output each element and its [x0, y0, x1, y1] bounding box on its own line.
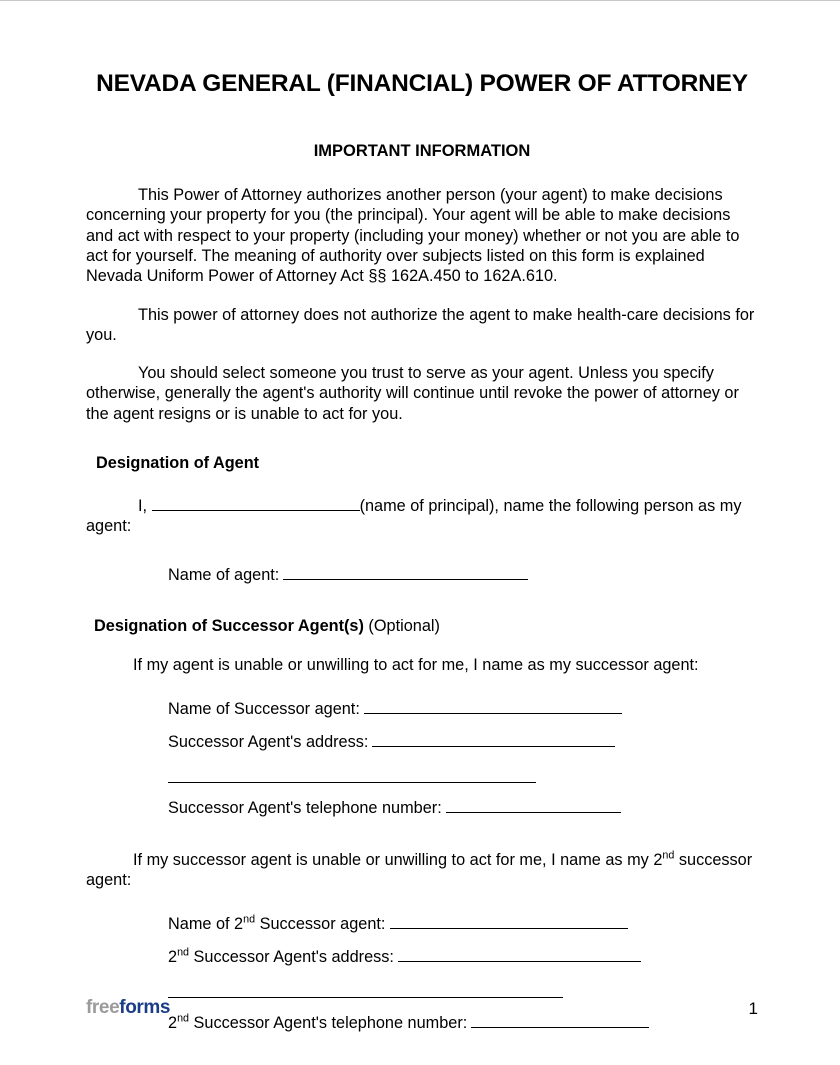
intro-paragraph-3: You should select someone you trust to serve as your agent. Unless you specify otherwise, generally the agent's authority will continue until revoke the power of attorney or the agent resigns or is unable to act for you. — [86, 364, 739, 423]
second-successor-name-row — [86, 890, 758, 934]
heading-designation-of-successor-agents — [86, 585, 758, 636]
second-successor-phone-label-after: Successor Agent's telephone number: — [189, 1014, 468, 1033]
second-successor-address-label-before: 2 — [168, 948, 178, 967]
second-successor-intro-before: If my successor agent is unable or unwilling to act for me, I name as my 2 — [133, 850, 663, 869]
document-content — [86, 1, 758, 1033]
successor-heading-main: Designation of Successor Agent(s) — [94, 616, 364, 635]
intro-paragraph-1: This Power of Attorney authorizes another person (your agent) to make decisions concerning your property for you (the principal). Your agent will be able to make decisions and act with respect to your property (including your money) whether or not you are able to act for yourself. The meaning of authority over subjects listed on this form is explained Nevada Uniform Power of Attorney Act §§ 162A.450 to 162A.610. — [86, 186, 740, 286]
second-successor-address-line2-field[interactable] — [168, 978, 563, 998]
second-successor-phone-label-sup: nd — [177, 1012, 190, 1025]
freeforms-logo[interactable] — [86, 997, 170, 1019]
second-successor-name-field[interactable] — [390, 910, 628, 929]
second-successor-address-field[interactable] — [398, 943, 641, 962]
successor-phone-field[interactable] — [446, 794, 621, 813]
section-subtitle: IMPORTANT INFORMATION — [313, 141, 531, 160]
second-successor-intro-after: successor agent: — [86, 850, 753, 890]
successor-name-row — [86, 676, 758, 719]
principal-prefix-label: I, — [138, 496, 152, 515]
successor-intro: If my agent is unable or unwilling to act for me, I name as my successor agent: — [133, 656, 699, 675]
successor-name-field[interactable] — [364, 695, 622, 714]
successor-address-field[interactable] — [372, 728, 615, 747]
agent-name-row — [86, 537, 758, 585]
principal-name-field[interactable] — [152, 492, 360, 511]
second-successor-name-label — [168, 915, 385, 933]
second-successor-name-label-sup: nd — [243, 913, 256, 926]
heading-designation-of-agent: Designation of Agent — [96, 454, 260, 473]
second-successor-intro-sup: nd — [662, 849, 675, 862]
logo-free-text: free — [86, 997, 120, 1018]
page-number: 1 — [748, 999, 758, 1018]
successor-phone-row — [86, 783, 758, 818]
second-successor-address-label — [168, 948, 394, 966]
second-successor-intro — [86, 818, 758, 891]
successor-address-label: Successor Agent's address: — [168, 732, 369, 751]
second-successor-address-label-after: Successor Agent's address: — [189, 948, 394, 967]
second-successor-phone-label — [168, 1014, 467, 1032]
logo-forms-text: forms — [119, 997, 171, 1018]
second-successor-phone-label-before: 2 — [168, 1014, 178, 1033]
agent-name-label: Name of agent: — [168, 565, 280, 584]
second-successor-address-row — [86, 934, 758, 967]
intro-paragraph-2: This power of attorney does not authorize the agent to make health-care decisions for you. — [86, 305, 755, 344]
principal-suffix-label: (name of principal), name the following person as my agent: — [86, 496, 742, 536]
agent-name-field[interactable] — [283, 561, 528, 580]
page-title: NEVADA GENERAL (FINANCIAL) POWER OF ATTORNEY — [96, 70, 748, 97]
second-successor-name-label-after: Successor agent: — [255, 915, 386, 934]
successor-name-label: Name of Successor agent: — [168, 699, 360, 718]
principal-sentence — [86, 473, 758, 537]
successor-address-line2-field[interactable] — [168, 763, 536, 783]
second-successor-address-label-sup: nd — [177, 946, 190, 959]
successor-phone-label: Successor Agent's telephone number: — [168, 798, 442, 817]
successor-heading-optional: (Optional) — [368, 616, 440, 635]
second-successor-name-label-before: Name of 2 — [168, 915, 244, 934]
successor-address-row — [86, 719, 758, 752]
